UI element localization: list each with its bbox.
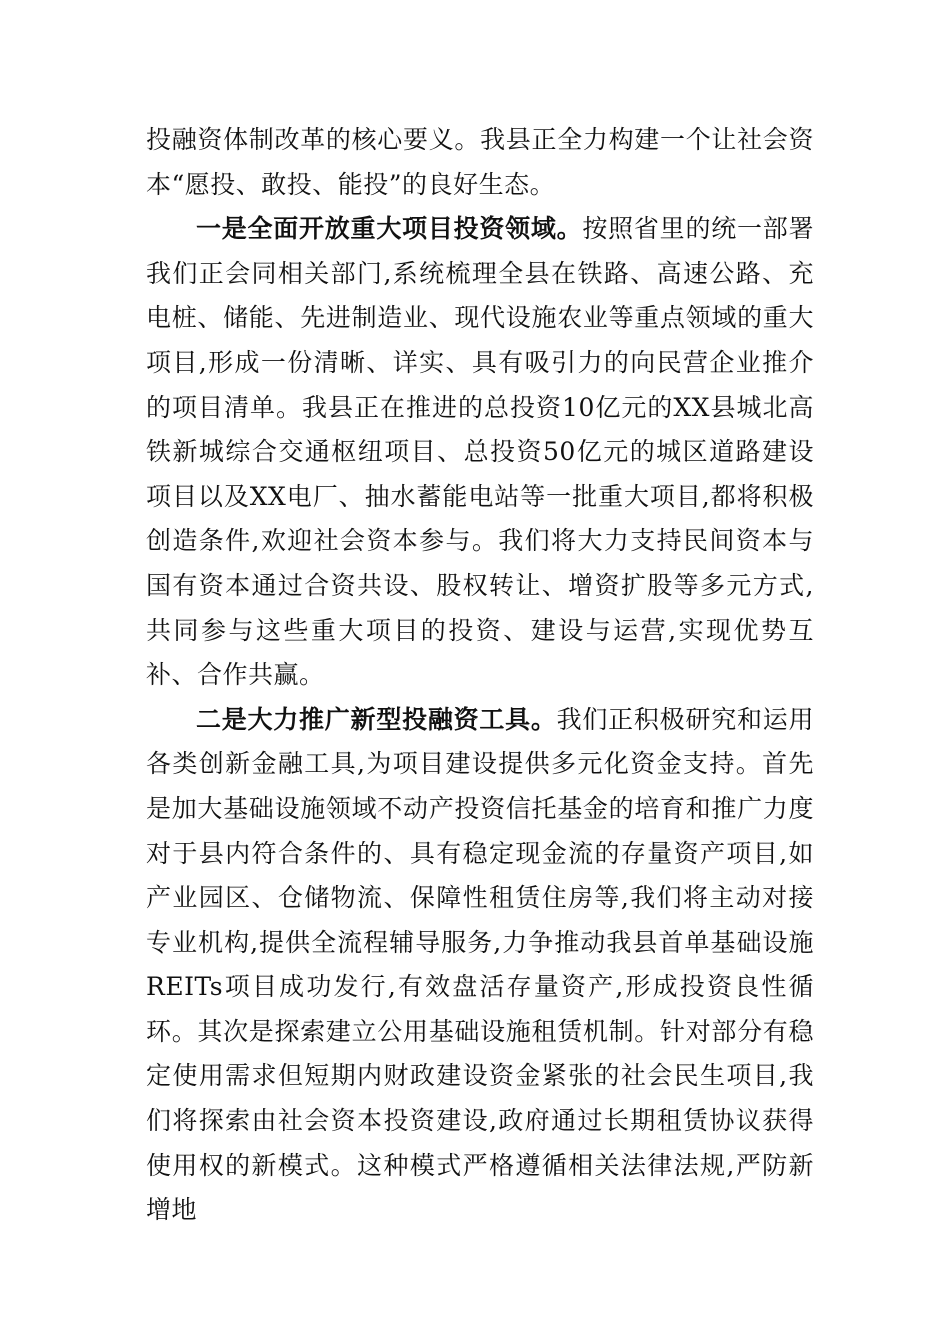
paragraph-text: 我们正积极研究和运用各类创新金融工具,为项目建设提供多元化资金支持。首先是加大基础设施领域不动产投资信托基金的培育和推广力度对于县内符合条件的、具有稳定现金流的存量资产项目,如产业园区、仓储物流、保障性租赁住房等,我们将主动对接专业机构,提供全流程辅导服务,力争推动我县首单基础设施REITs项目成功发行,有效盘活存量资产,形成投资良性循环。其次是探索建立公用基础设施租赁机制。针对部分有稳定使用需求但短期内财政建设资金紧张的社会民生项目,我们将探索由社会资本投资建设,政府通过长期租赁协议获得使用权的新模式。这种模式严格遵循相关法律法规,严防新增地 [146,704,814,1225]
paragraph-heading: 一是全面开放重大项目投资领域。 [196,214,583,244]
paragraph-continuation [146,118,814,207]
paragraph-text: 投融资体制改革的核心要义。我县正全力构建一个让社会资本“愿投、敢投、能投”的良好生态。 [146,125,814,199]
paragraph-heading: 二是大力推广新型投融资工具。 [196,704,557,734]
document-body [146,118,814,1233]
paragraph-text: 按照省里的统一部署我们正会同相关部门,系统梳理全县在铁路、高速公路、充电桩、储能、先进制造业、现代设施农业等重点领域的重大项目,形成一份清晰、详实、具有吸引力的向民营企业推介的项目清单。我县正在推进的总投资10亿元的XX县城北高铁新城综合交通枢纽项目、总投资50亿元的城区道路建设项目以及XX电厂、抽水蓄能电站等一批重大项目,都将积极创造条件,欢迎社会资本参与。我们将大力支持民间资本与国有资本通过合资共设、股权转让、增资扩股等多元方式,共同参与这些重大项目的投资、建设与运营,实现优势互补、合作共赢。 [146,214,814,690]
paragraph-financing-tools [146,698,814,1233]
paragraph-open-investment [146,207,814,698]
